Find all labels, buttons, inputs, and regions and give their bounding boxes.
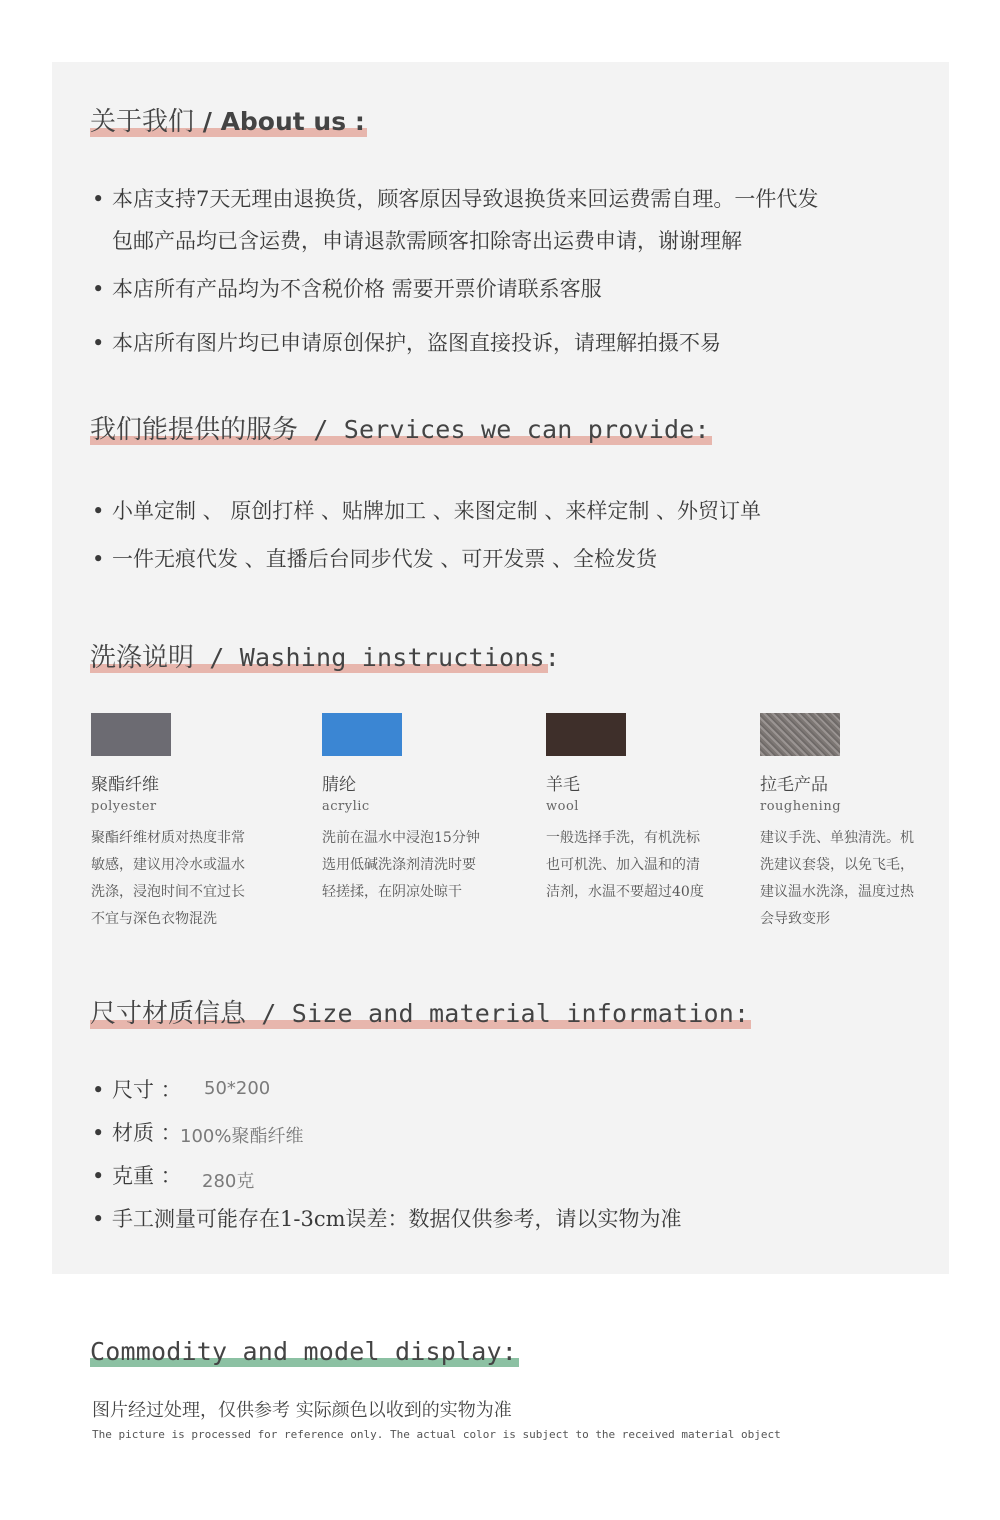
fabric-desc: 洗前在温水中浸泡15分钟选用低碱洗涤剂清洗时要轻搓揉，在阴凉处晾干 — [322, 830, 480, 900]
services-item-1-text: 小单定制 、 原创打样 、贴牌加工 、来图定制 、来样定制 、外贸订单 — [112, 499, 762, 523]
bullet: • — [92, 1164, 105, 1188]
fabric-desc: 聚酯纤维材质对热度非常敏感，建议用冷水或温水洗涤，浸泡时间不宜过长不宜与深色衣物混洗 — [91, 830, 245, 927]
fabric-name-zh: 腈纶 — [322, 775, 356, 795]
bullet: • — [92, 187, 105, 211]
fabric-desc: 一般选择手洗，有机洗标也可机洗、加入温和的清洁剂，水温不要超过40度 — [546, 830, 704, 900]
size-row-weight — [92, 1160, 182, 1190]
fabric-name-en: acrylic — [322, 799, 370, 814]
size-row-value: 100%聚酯纤维 — [180, 1126, 304, 1147]
size-row-dimensions — [92, 1074, 182, 1104]
about-title-zh: 关于我们 — [90, 107, 195, 137]
size-row-label: 尺寸 ： — [112, 1078, 182, 1102]
fabric-swatch-acrylic — [322, 713, 402, 756]
size-title-zh: 尺寸材质信息 — [90, 999, 247, 1029]
fabric-name-zh: 拉毛产品 — [760, 775, 828, 795]
size-note — [92, 1198, 682, 1240]
bullet: • — [92, 1121, 105, 1145]
size-heading — [90, 998, 751, 1030]
washing-title-zh: 洗涤说明 — [90, 643, 195, 673]
fabric-name-zh: 聚酯纤维 — [91, 775, 159, 795]
about-item-3-text: 本店所有图片均已申请原创保护，盗图直接投诉，请理解拍摄不易 — [112, 331, 721, 355]
bullet: • — [92, 499, 105, 523]
size-title-en: / Size and material information: — [246, 999, 750, 1028]
services-title-zh: 我们能提供的服务 — [90, 415, 299, 445]
fabric-swatch-wool — [546, 713, 626, 756]
bullet: • — [92, 1207, 105, 1231]
about-title-sep: / — [194, 107, 221, 136]
size-note-text: 手工测量可能存在1-3cm误差：数据仅供参考，请以实物为准 — [112, 1207, 682, 1231]
bullet: • — [92, 1078, 105, 1102]
fabric-name-en: polyester — [91, 799, 157, 814]
bullet: • — [92, 277, 105, 301]
fabric-name-en: wool — [546, 799, 579, 814]
about-item-2-text: 本店所有产品均为不含税价格 需要开票价请联系客服 — [112, 277, 602, 301]
bullet: • — [92, 331, 105, 355]
services-heading — [90, 414, 712, 446]
services-title-en: / Services we can provide: — [298, 415, 710, 444]
display-note-en: The picture is processed for reference only. The actual color is subject to the received material object — [92, 1428, 781, 1441]
about-item-1 — [92, 178, 818, 262]
size-row-value: 50*200 — [204, 1078, 271, 1099]
fabric-swatch-polyester — [91, 713, 171, 756]
services-item-2 — [92, 538, 657, 580]
washing-heading — [90, 642, 562, 674]
bullet: • — [92, 547, 105, 571]
services-item-1 — [92, 490, 761, 532]
fabric-name-en: roughening — [760, 799, 842, 814]
fabric-name-zh: 羊毛 — [546, 775, 580, 795]
size-row-material — [92, 1117, 182, 1147]
about-heading — [90, 106, 367, 138]
size-row-label: 克重 ： — [112, 1164, 182, 1188]
services-item-2-text: 一件无痕代发 、直播后台同步代发 、可开发票 、全检发货 — [112, 547, 658, 571]
about-item-3 — [92, 322, 721, 364]
display-heading — [90, 1336, 519, 1368]
size-row-value: 280克 — [202, 1171, 255, 1192]
about-item-2 — [92, 268, 602, 310]
about-item-1-line1: 本店支持7天无理由退换货，顾客原因导致退换货来回运费需自理。一件代发 — [112, 187, 819, 211]
fabric-swatch-roughening — [760, 713, 840, 756]
about-title-en: About us : — [220, 107, 365, 136]
display-note-zh: 图片经过处理，仅供参考 实际颜色以收到的实物为准 — [92, 1400, 512, 1421]
washing-title-tail: : — [544, 643, 561, 672]
washing-title-en: / Washing instructions — [194, 643, 545, 672]
about-item-1-line2: 包邮产品均已含运费，申请退款需顾客扣除寄出运费申请，谢谢理解 — [112, 229, 742, 253]
size-row-label: 材质 ： — [112, 1121, 182, 1145]
fabric-desc: 建议手洗、单独清洗。机洗建议套袋，以免飞毛，建议温水洗涤，温度过热会导致变形 — [760, 830, 914, 927]
display-title-en: Commodity and model display: — [90, 1337, 518, 1366]
